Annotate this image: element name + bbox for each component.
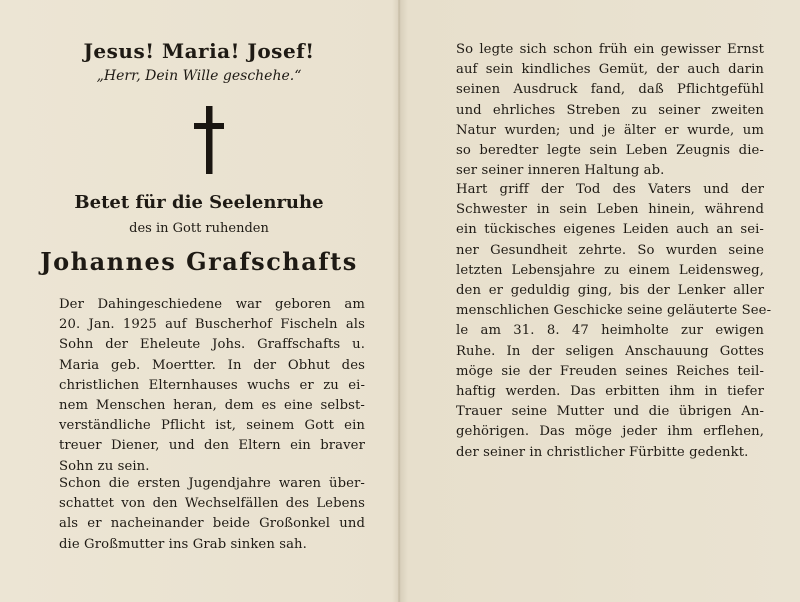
text-line: Sohn zu sein. — [59, 458, 150, 474]
text-line: treuer Diener, und den Eltern ein braver — [59, 438, 365, 454]
heading: Jesus! Maria! Josef! — [83, 39, 315, 63]
text-line: auf sein kindliches Gemüt, der auch darin — [456, 62, 764, 78]
text-line: Ruhe. In der seligen Anschauung Gottes — [456, 343, 764, 359]
text-line: ner Gesundheit zehrte. So wurden seine — [456, 242, 764, 258]
text-line: Natur wurden; und je älter er wurde, um — [456, 122, 764, 138]
text-line: ser seiner inneren Haltung ab. — [456, 163, 665, 179]
text-line: als er nacheinander beide Großonkel und — [59, 516, 365, 532]
right-paragraph-1 — [456, 40, 764, 181]
text-line: schattet von den Wechselfällen des Lebens — [59, 496, 365, 512]
right-paragraph-2 — [456, 180, 772, 463]
text-line: und ehrliches Streben zu seiner zweiten — [456, 102, 764, 118]
text-line: verständliche Pflicht ist, seinem Gott ein — [59, 418, 365, 434]
text-line: seinen Ausdruck fand, daß Pflichtgefühl — [456, 82, 764, 98]
text-line: Hart griff der Tod des Vaters und der — [456, 182, 764, 197]
text-line: nem Menschen heran, dem es eine selbst- — [59, 398, 365, 414]
text-line: christlichen Elternhauses wuchs er zu ei- — [59, 377, 365, 393]
text-line: ein tückisches eigenes Leiden auch an sei- — [456, 222, 764, 238]
text-line: Der Dahingeschiedene war geboren am — [59, 297, 365, 312]
text-line: Maria geb. Moertter. In der Obhut des — [59, 357, 365, 373]
text-line: möge sie der Freuden seines Reiches teil- — [456, 363, 764, 379]
text-line: Sohn der Eheleute Johs. Graffschafts u. — [59, 337, 365, 353]
text-line: haftig werden. Das erbitten ihm in tiefer — [456, 384, 764, 400]
cross-icon — [194, 106, 224, 174]
text-line: so beredter legte sein Leben Zeugnis die- — [456, 143, 764, 159]
text-line: den er geduldig ging, bis der Lenker aller — [456, 283, 764, 299]
prayer-subline: des in Gott ruhenden — [129, 221, 269, 236]
text-line: Schon die ersten Jugendjahre waren über- — [59, 476, 365, 491]
text-line: 20. Jan. 1925 auf Buscherhof Fischeln als — [59, 317, 365, 333]
text-line: der seiner in christlicher Fürbitte gedenkt. — [456, 444, 749, 460]
subheading: „Herr, Dein Wille geschehe.“ — [96, 68, 302, 84]
center-fold — [398, 0, 401, 602]
left-paragraph-2 — [59, 474, 365, 555]
text-line: le am 31. 8. 47 heimholte zur ewigen — [456, 323, 764, 339]
text-line: menschlichen Geschicke seine geläuterte See- — [456, 303, 772, 319]
left-page — [0, 0, 398, 602]
deceased-name: Johannes Grafschafts — [40, 247, 358, 276]
text-line: gehörigen. Das möge jeder ihm erflehen, — [456, 424, 764, 440]
text-line: Trauer seine Mutter und die übrigen An- — [456, 404, 764, 420]
text-line: letzten Lebensjahre zu einem Leidensweg, — [456, 262, 764, 278]
text-line: die Großmutter ins Grab sinken sah. — [59, 536, 307, 552]
left-paragraph-1 — [59, 295, 365, 477]
prayer-line: Betet für die Seelenruhe — [74, 192, 324, 213]
text-line: Schwester in sein Leben hinein, während — [456, 202, 764, 218]
text-line: So legte sich schon früh ein gewisser Ernst — [456, 42, 764, 57]
right-page — [402, 0, 800, 602]
